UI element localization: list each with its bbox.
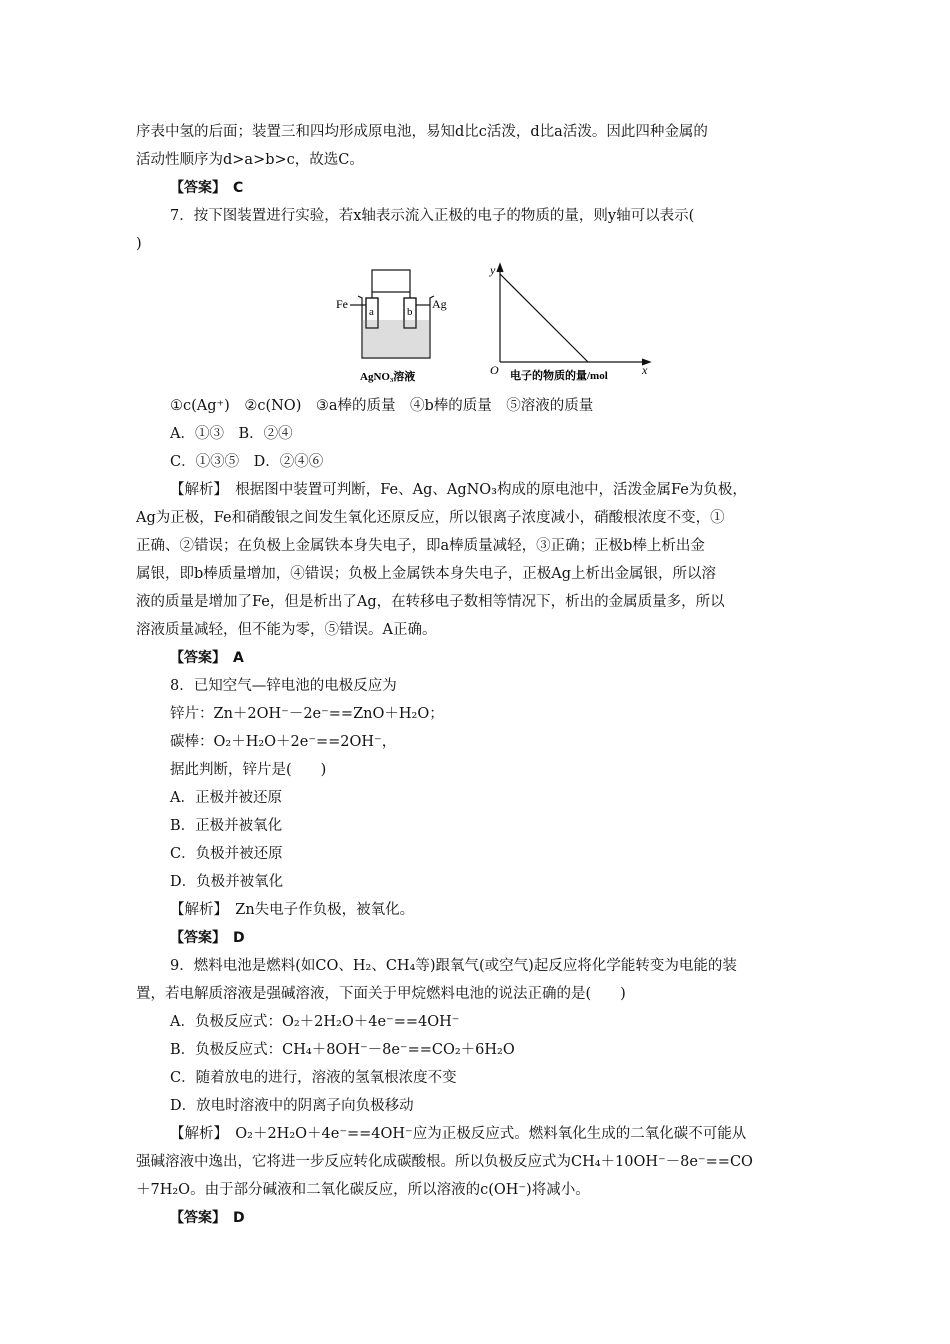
fe-label: Fe (336, 297, 348, 311)
question-7-figure (330, 258, 660, 388)
answer-line: 【答案】 D (170, 1210, 245, 1226)
answer-line: 【答案】 D (170, 930, 245, 946)
choice-line: B．负极反应式：CH₄＋8OH⁻－8e⁻==CO₂＋6H₂O (170, 1042, 515, 1058)
text-line: 锌片：Zn＋2OH⁻－2e⁻==ZnO＋H₂O； (170, 706, 444, 722)
analysis-line: 【解析】 O₂＋2H₂O＋4e⁻==4OH⁻应为正极反应式。燃料氧化生成的二氧化碳不可能从 (170, 1126, 747, 1142)
graph (497, 264, 650, 365)
answer-line: 【答案】 C (170, 180, 244, 196)
analysis-line: 【解析】 Zn失电子作负极，被氧化。 (170, 902, 415, 918)
solution-label: AgNO₃溶液 (360, 371, 416, 383)
choice-line: B．正极并被氧化 (170, 818, 283, 834)
text-line: ) (136, 236, 142, 252)
choice-line: C．负极并被还原 (170, 846, 283, 862)
y-axis-label: y (490, 263, 496, 277)
text-line: Ag为正极，Fe和硝酸银之间发生氧化还原反应，所以银离子浓度减小，硝酸根浓度不变，① (136, 510, 725, 526)
analysis-line: 【解析】 根据图中装置可判断，Fe、Ag、AgNO₃构成的原电池中，活泼金属Fe为负极， (170, 482, 747, 498)
text-line: ＋7H₂O。由于部分碱液和二氧化碳反应，所以溶液的c(OH⁻)将减小。 (136, 1182, 590, 1198)
choice-line: C．①③⑤ D．②④⑥ (170, 454, 324, 470)
text-line: 据此判断，锌片是( ) (170, 762, 327, 778)
origin-label: O (490, 363, 499, 377)
electrode-b-label: b (407, 306, 413, 318)
choice-line: A．负极反应式：O₂＋2H₂O＋4e⁻==4OH⁻ (170, 1014, 460, 1030)
question-9-stem: 9．燃料电池是燃料(如CO、H₂、CH₄等)跟氧气(或空气)起反应将化学能转变为电能的装 (170, 958, 737, 974)
text-line: 属银，即b棒质量增加，④错误；负极上金属铁本身失电子，正极Ag上析出金属银，所以溶 (136, 566, 717, 582)
text-line: 溶液质量减轻，但不能为零，⑤错误。A正确。 (136, 622, 437, 638)
ag-label: Ag (432, 297, 447, 311)
question-8-stem: 8．已知空气—锌电池的电极反应为 (170, 678, 397, 694)
text-line: 序表中氢的后面；装置三和四均形成原电池，易知d比c活泼，d比a活泼。因此四种金属的 (136, 124, 708, 140)
choice-line: D．负极并被氧化 (170, 874, 284, 890)
choice-line: A．正极并被还原 (170, 790, 282, 806)
answer-line: 【答案】 A (170, 650, 244, 666)
question-7-stem: 7．按下图装置进行实验，若x轴表示流入正极的电子的物质的量，则y轴可以表示( (170, 208, 695, 224)
x-axis-label: x (642, 363, 648, 377)
text-line: 液的质量是增加了Fe，但是析出了Ag，在转移电子数相等情况下，析出的金属质量多，所以 (136, 594, 725, 610)
electrode-a-label: a (369, 306, 374, 318)
decreasing-line (500, 274, 588, 362)
text-line: 强碱溶液中逸出，它将进一步反应转化成碳酸根。所以负极反应式为CH₄＋10OH⁻－8e⁻==CO (136, 1154, 753, 1170)
text-line: 正确、②错误；在负极上金属铁本身失电子，即a棒质量减轻，③正确；正极b棒上析出金 (136, 538, 705, 554)
text-line: 碳棒：O₂＋H₂O＋2e⁻==2OH⁻， (170, 734, 397, 750)
choice-line: A．①③ B．②④ (170, 426, 293, 442)
statement-options: ①c(Ag⁺) ②c(NO) ③a棒的质量 ④b棒的质量 ⑤溶液的质量 (170, 398, 594, 414)
x-axis-title: 电子的物质的量/mol (510, 370, 608, 382)
beaker-apparatus (350, 270, 434, 358)
text-line: 置，若电解质溶液是强碱溶液，下面关于甲烷燃料电池的说法正确的是( ) (136, 986, 626, 1002)
choice-line: D．放电时溶液中的阴离子向负极移动 (170, 1098, 414, 1114)
text-line: 活动性顺序为d>a>b>c，故选C。 (136, 152, 364, 168)
choice-line: C．随着放电的进行，溶液的氢氧根浓度不变 (170, 1070, 457, 1086)
